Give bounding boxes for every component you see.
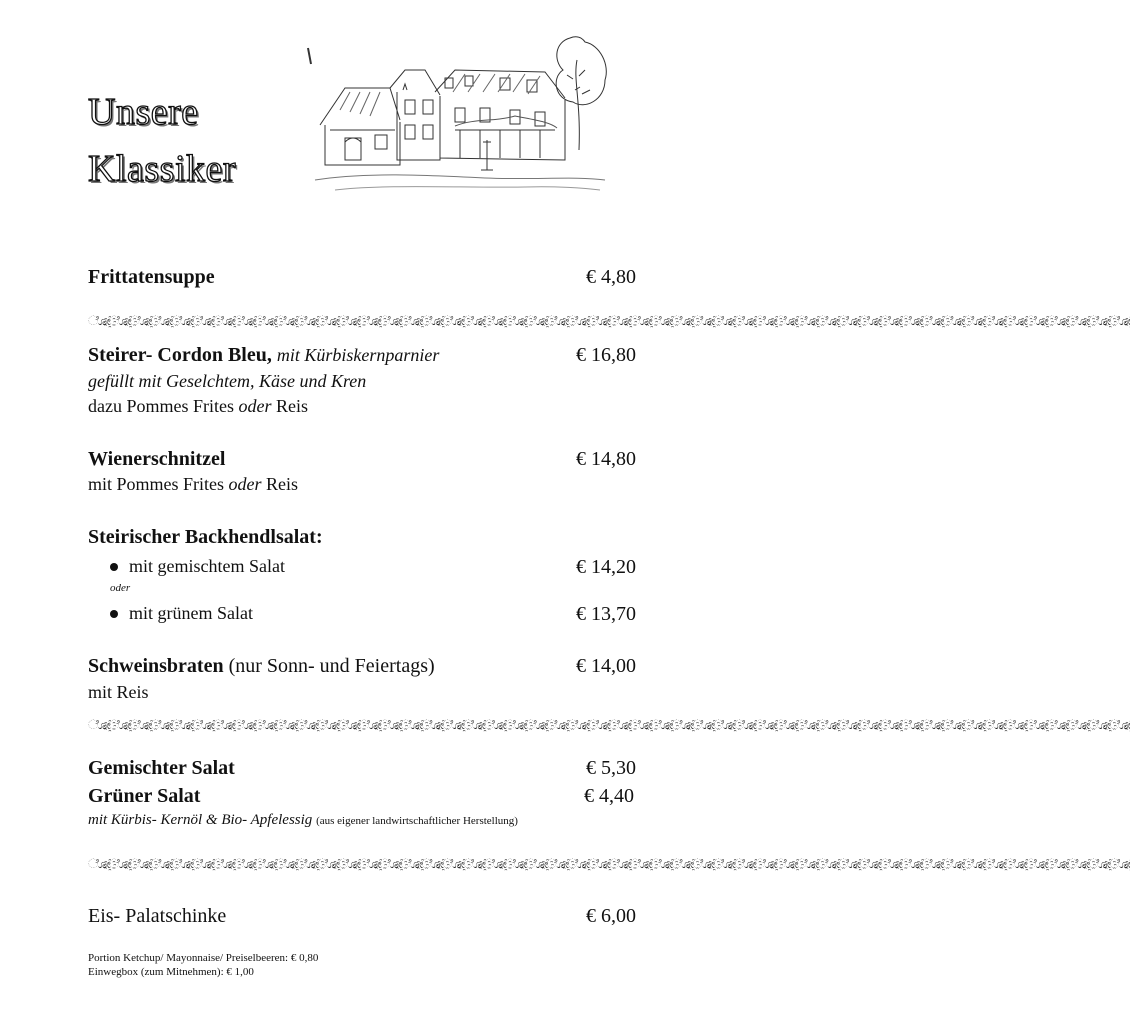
item-cordon-heading xyxy=(88,344,439,367)
item-backhendl-option-2-price: € 13,70 xyxy=(576,603,636,625)
ornament-separator-1: ೋ҈ೋ҈ೋ҈ೋ҈ೋ҈ೋ҈ೋ҈ೋ҈ೋ҈ೋ҈ೋ҈ೋ҈ೋ҈ೋ҈ೋ҈ೋ҈ೋ҈ೋ҈ೋ҈ೋ҈ೋ҈ೋ҈ೋ҈ೋ҈ೋ҈ೋ҈ೋ҈ೋ҈ೋ҈ೋ҈ೋ҈ೋ҈ೋ҈ೋ҈ೋ҈ೋ҈ೋ҈ೋ҈ೋ҈ೋ҈ೋ҈ೋ҈ೋ҈ೋ҈ೋ҈ೋ҈ೋ҈ೋ҈ೋ҈ೋ҈ xyxy=(88,313,1130,328)
item-cordon-price: € 16,80 xyxy=(576,344,636,366)
item-backhendl-option-1: mit gemischtem Salat xyxy=(129,556,285,576)
item-dressing-note xyxy=(88,812,518,829)
item-frittatensuppe-price: € 4,80 xyxy=(586,266,636,288)
item-schweinsbraten-heading xyxy=(88,655,435,678)
item-gemischter-salat-price: € 5,30 xyxy=(586,757,636,779)
bullet-icon xyxy=(110,563,118,571)
bullet-icon xyxy=(110,610,118,618)
title-line-2: Klassiker xyxy=(88,148,237,190)
item-cordon-filling: gefüllt mit Geselchtem, Käse und Kren xyxy=(88,371,367,391)
ornament-separator-2: ೋ҈ೋ҈ೋ҈ೋ҈ೋ҈ೋ҈ೋ҈ೋ҈ೋ҈ೋ҈ೋ҈ೋ҈ೋ҈ೋ҈ೋ҈ೋ҈ೋ҈ೋ҈ೋ҈ೋ҈ೋ҈ೋ҈ೋ҈ೋ҈ೋ҈ೋ҈ೋ҈ೋ҈ೋ҈ೋ҈ೋ҈ೋ҈ೋ҈ೋ҈ೋ҈ೋ҈ೋ҈ೋ҈ೋ҈ೋ҈ೋ҈ೋ҈ೋ҈ೋ҈ೋ҈ೋ҈ೋ҈ೋ҈ೋ҈ೋ҈ xyxy=(88,717,1130,732)
item-schweinsbraten-side: mit Reis xyxy=(88,682,149,702)
item-schnitzel-price: € 14,80 xyxy=(576,448,636,470)
item-cordon-sides-a: dazu Pommes Frites xyxy=(88,396,234,416)
item-cordon-name: Steirer- Cordon Bleu, xyxy=(88,344,272,366)
item-schnitzel-sides-a: mit Pommes Frites xyxy=(88,474,225,494)
item-eis-palatschinke-price: € 6,00 xyxy=(586,905,636,927)
item-schnitzel-sides-or: oder xyxy=(228,474,262,494)
inn-sketch-illustration xyxy=(305,30,610,200)
item-frittatensuppe-name: Frittatensuppe xyxy=(88,266,215,288)
footer-extras-sauces: Portion Ketchup/ Mayonnaise/ Preiselbeeren: € 0,80 xyxy=(88,952,319,964)
item-dressing-small: (aus eigener landwirtschaftlicher Herstellung) xyxy=(316,815,518,827)
item-gruener-salat-name: Grüner Salat xyxy=(88,785,201,807)
item-cordon-sides-or: oder xyxy=(238,396,272,416)
item-backhendl-or: oder xyxy=(110,582,131,594)
item-backhendl-option-1-price: € 14,20 xyxy=(576,556,636,578)
item-cordon-sides-b: Reis xyxy=(276,396,309,416)
item-cordon-sides xyxy=(88,396,308,417)
item-schnitzel-sides-b: Reis xyxy=(266,474,299,494)
item-schnitzel-sides xyxy=(88,474,298,495)
item-backhendl-name: Steirischer Backhendlsalat: xyxy=(88,526,323,548)
item-gruener-salat-price: € 4,40 xyxy=(584,785,634,807)
ornament-separator-3: ೋ҈ೋ҈ೋ҈ೋ҈ೋ҈ೋ҈ೋ҈ೋ҈ೋ҈ೋ҈ೋ҈ೋ҈ೋ҈ೋ҈ೋ҈ೋ҈ೋ҈ೋ҈ೋ҈ೋ҈ೋ҈ೋ҈ೋ҈ೋ҈ೋ҈ೋ҈ೋ҈ೋ҈ೋ҈ೋ҈ೋ҈ೋ҈ೋ҈ೋ҈ೋ҈ೋ҈ೋ҈ೋ҈ೋ҈ೋ҈ೋ҈ೋ҈ೋ҈ೋ҈ೋ҈ೋ҈ೋ҈ೋ҈ೋ҈ೋ҈ xyxy=(88,856,1130,871)
item-schweinsbraten-note: (nur Sonn- und Feiertags) xyxy=(228,655,435,677)
footer-extras-box: Einwegbox (zum Mitnehmen): € 1,00 xyxy=(88,966,254,978)
item-schweinsbraten-price: € 14,00 xyxy=(576,655,636,677)
item-schnitzel-name: Wienerschnitzel xyxy=(88,448,226,470)
item-cordon-note: mit Kürbiskernparnier xyxy=(276,345,440,365)
item-schweinsbraten-name: Schweinsbraten xyxy=(88,655,224,677)
item-gemischter-salat-name: Gemischter Salat xyxy=(88,757,235,779)
title-line-1: Unsere xyxy=(88,91,199,133)
item-backhendl-option-2: mit grünem Salat xyxy=(129,603,253,623)
item-eis-palatschinke-name: Eis- Palatschinke xyxy=(88,905,227,927)
item-dressing-main: mit Kürbis- Kernöl & Bio- Apfelessig xyxy=(88,812,313,828)
